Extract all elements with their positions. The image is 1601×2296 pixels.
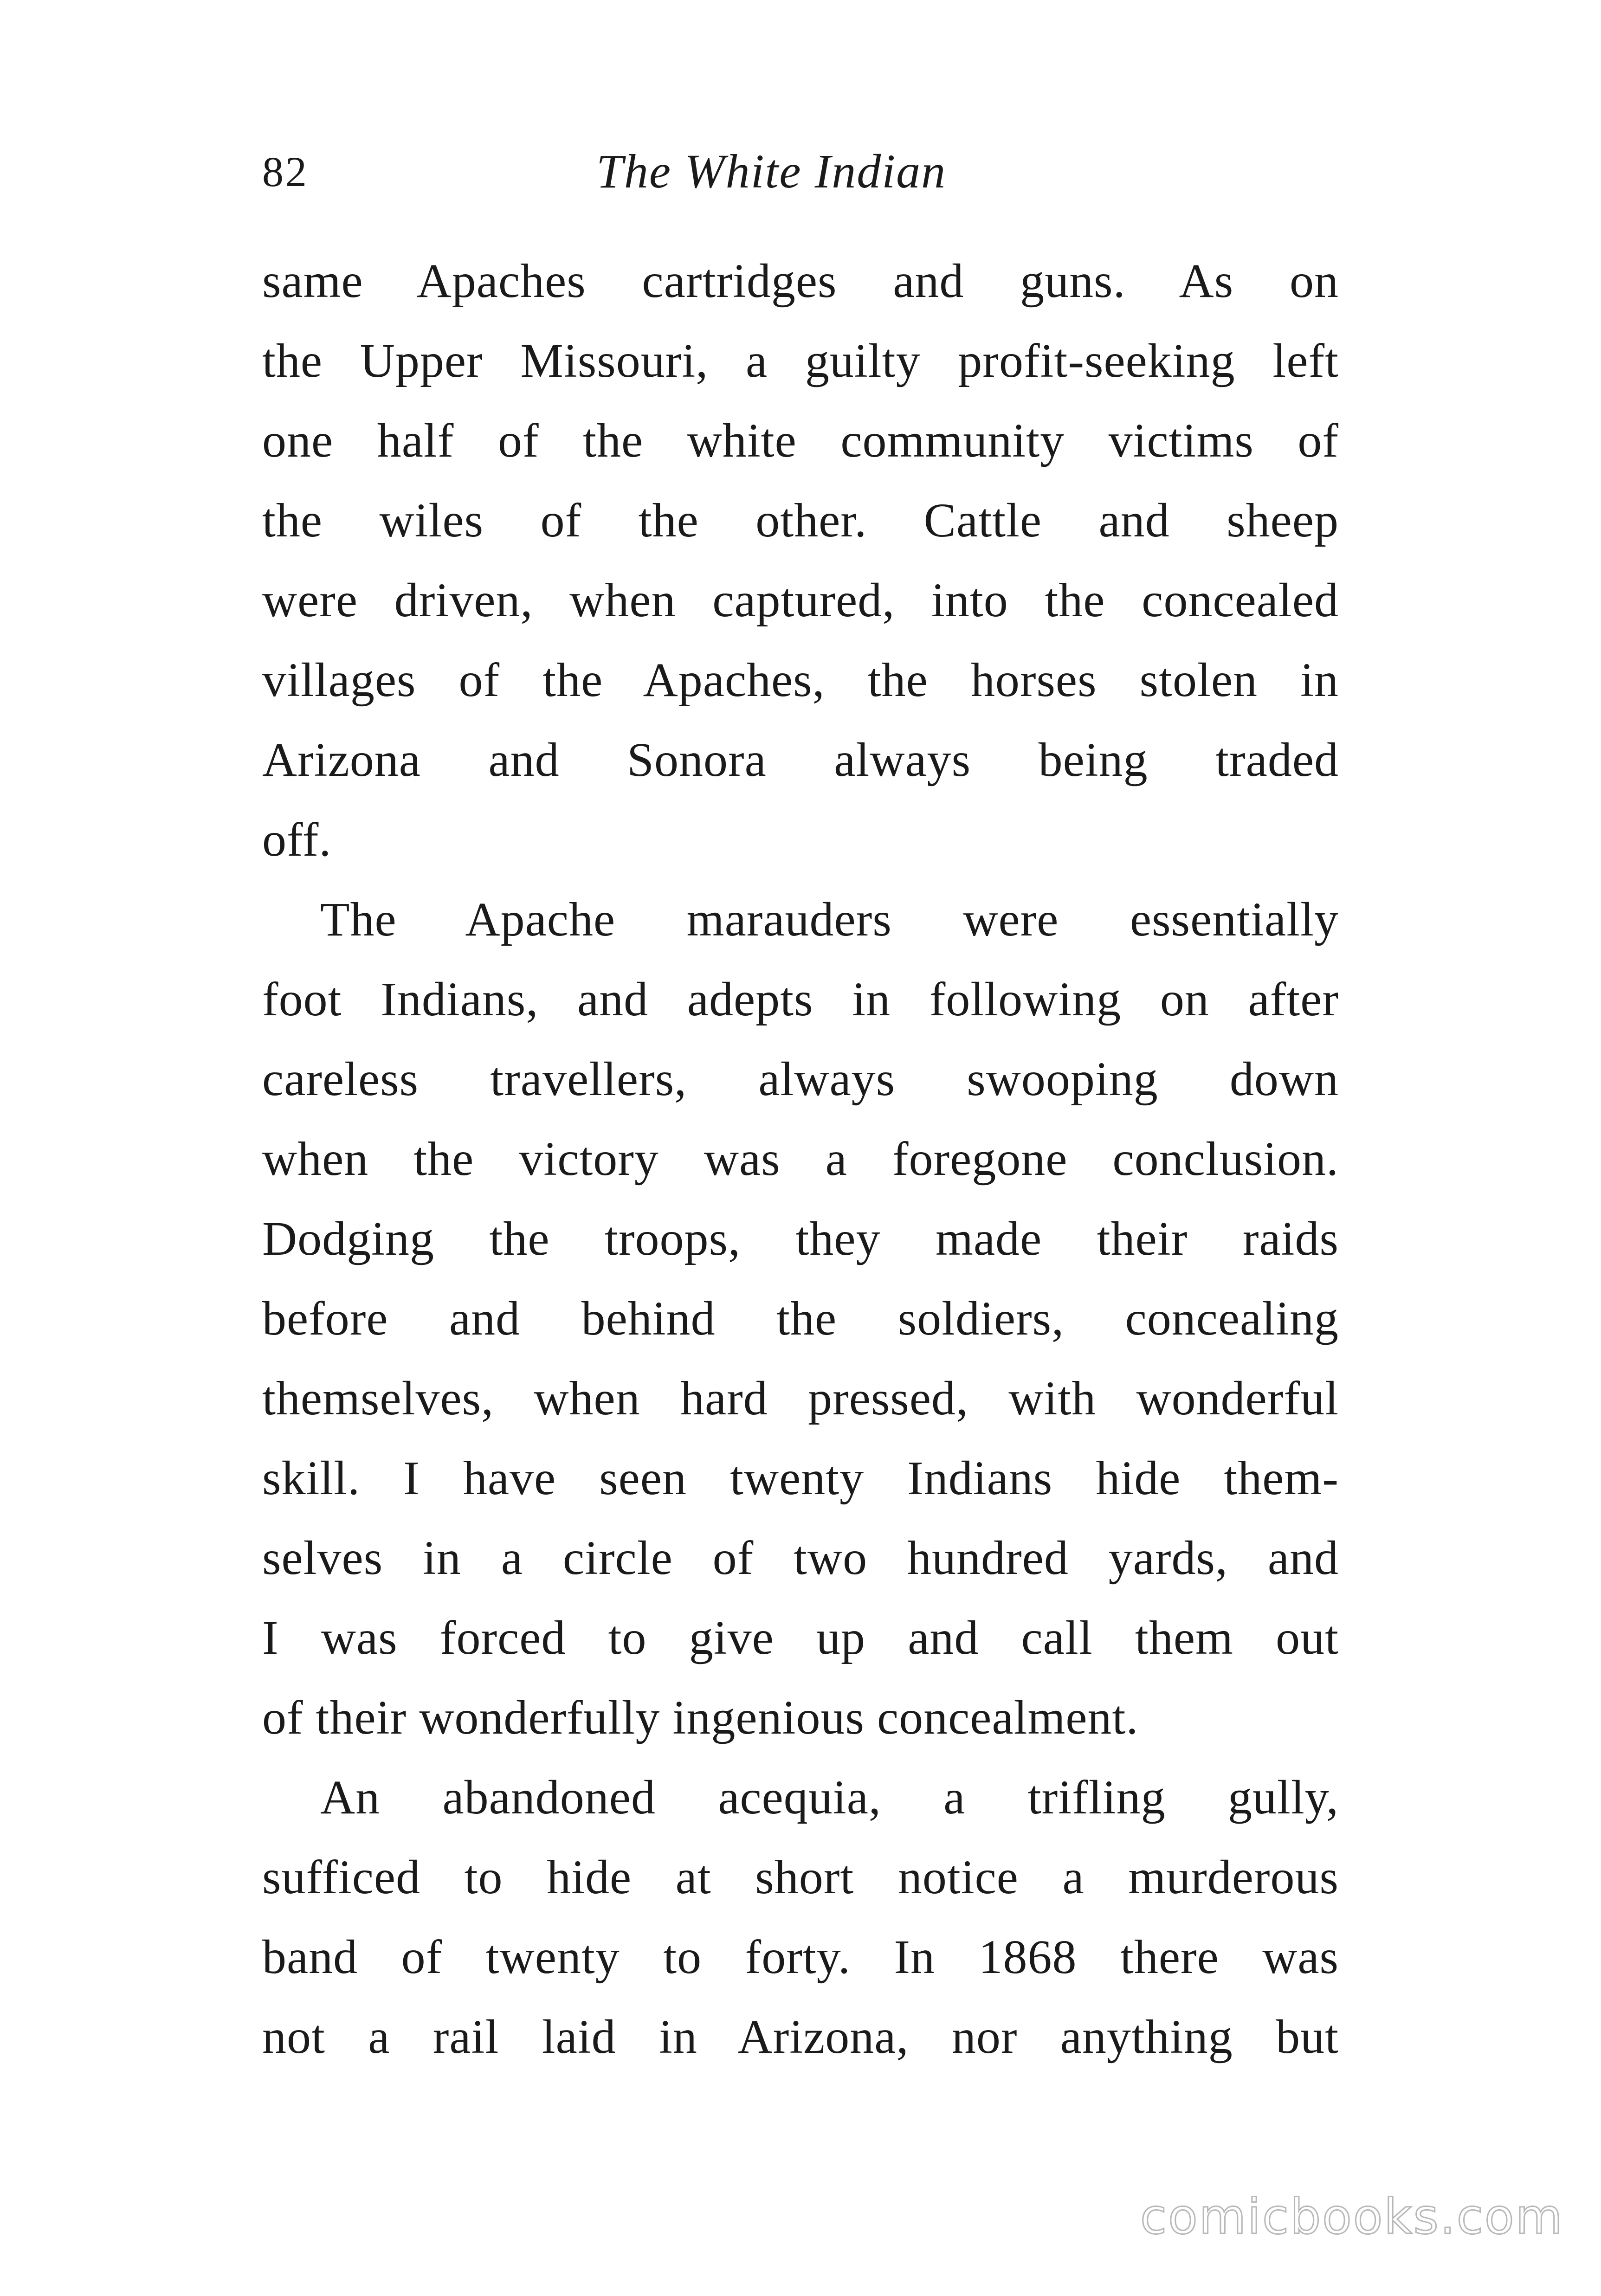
text-line: not a rail laid in Arizona, nor anything but <box>262 2010 1339 2064</box>
text-line: villages of the Apaches, the horses stolen in <box>262 653 1339 707</box>
text-line: one half of the white community victims of <box>262 414 1339 467</box>
paragraph-3 <box>262 1758 1339 2077</box>
text-line: Dodging the troops, they made their raids <box>262 1212 1339 1265</box>
text-line: the Upper Missouri, a guilty profit-seeking left <box>262 334 1339 387</box>
text-line: before and behind the soldiers, concealing <box>262 1292 1339 1345</box>
paragraph-2 <box>262 880 1339 1758</box>
text-line: off. <box>262 813 332 866</box>
running-head <box>262 139 1339 204</box>
text-line: Arizona and Sonora always being traded <box>262 733 1339 787</box>
text-line: band of twenty to forty. In 1868 there was <box>262 1930 1339 1984</box>
text-line: skill. I have seen twenty Indians hide them- <box>262 1451 1339 1505</box>
text-line: when the victory was a foregone conclusion. <box>262 1132 1339 1186</box>
running-title: The White Indian <box>596 145 947 198</box>
text-line: sufficed to hide at short notice a murderous <box>262 1851 1339 1904</box>
text-line: selves in a circle of two hundred yards, and <box>262 1531 1339 1585</box>
text-line: same Apaches cartridges and guns. As on <box>262 254 1339 308</box>
text-line: I was forced to give up and call them out <box>262 1611 1339 1664</box>
text-line: were driven, when captured, into the concealed <box>262 574 1339 627</box>
text-line: of their wonderfully ingenious concealment. <box>262 1691 1139 1744</box>
text-line: An abandoned acequia, a trifling gully, <box>320 1771 1339 1824</box>
text-line: the wiles of the other. Cattle and sheep <box>262 494 1339 547</box>
watermark-logo: comicbooks.com <box>1140 2188 1564 2245</box>
text-line: The Apache marauders were essentially <box>320 893 1339 946</box>
page-number: 82 <box>262 148 309 195</box>
paragraph-1 <box>262 241 1339 880</box>
body-text <box>262 241 1339 2077</box>
text-line: themselves, when hard pressed, with wonderful <box>262 1372 1339 1425</box>
text-line: careless travellers, always swooping down <box>262 1052 1339 1106</box>
text-line: foot Indians, and adepts in following on after <box>262 973 1339 1026</box>
